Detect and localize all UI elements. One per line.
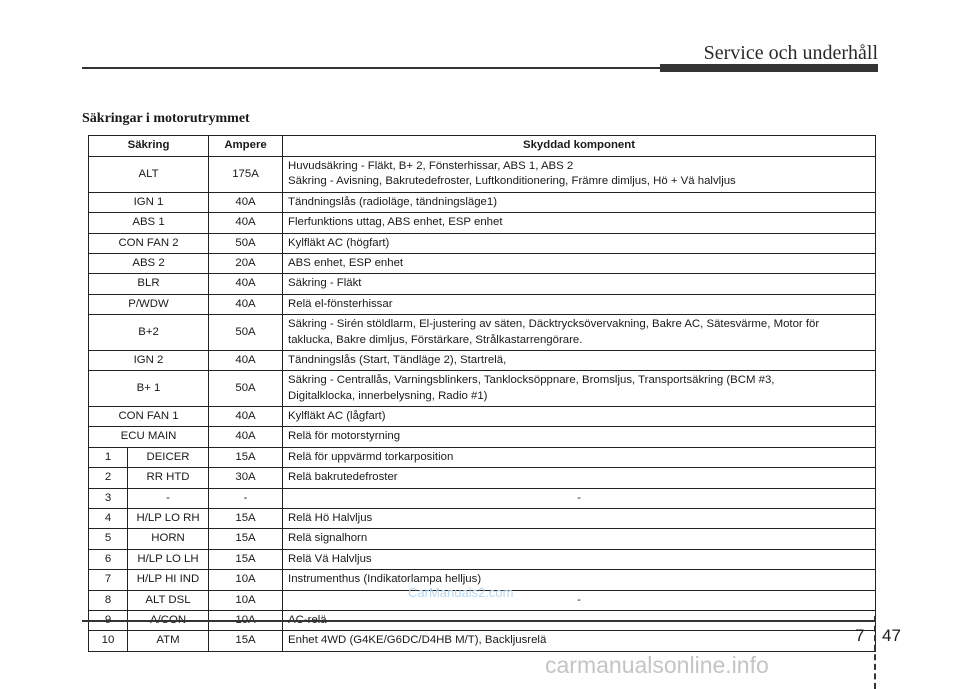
ampere-cell: 175A (209, 157, 283, 193)
ampere-cell: 50A (209, 371, 283, 407)
page-divider (874, 616, 876, 689)
component-cell (283, 350, 876, 370)
header-rule-accent (660, 64, 878, 72)
component-line: Digitalklocka, innerbelysning, Radio #1) (288, 389, 488, 402)
fuse-name-cell: CON FAN 1 (89, 407, 209, 427)
ampere-cell: 40A (209, 294, 283, 314)
component-line: Relä Vä Halvljus (288, 552, 372, 565)
component-line: Relä el-fönsterhissar (288, 297, 393, 310)
fuse-name-cell: CON FAN 2 (89, 233, 209, 253)
header-title: Service och underhåll (703, 42, 878, 64)
ampere-cell: 40A (209, 407, 283, 427)
table-row (89, 631, 876, 651)
table-header-row (89, 136, 876, 157)
ampere-cell: 15A (209, 447, 283, 467)
component-cell (283, 509, 876, 529)
component-line: Tändningslås (Start, Tändläge 2), Startrelä, (288, 353, 507, 366)
header-component: Skyddad komponent (283, 136, 876, 157)
component-cell (283, 488, 876, 508)
header-ampere: Ampere (209, 136, 283, 157)
fuse-name-cell: ABS 2 (89, 253, 209, 273)
header-rule (82, 67, 662, 69)
ampere-cell: 40A (209, 274, 283, 294)
table-row (89, 407, 876, 427)
fuse-name-cell: BLR (89, 274, 209, 294)
fuse-name-cell: B+2 (89, 315, 209, 351)
fuse-table-body (89, 157, 876, 652)
component-line: Kylfläkt AC (lågfart) (288, 410, 386, 423)
component-cell (283, 631, 876, 651)
relay-number-cell: 6 (89, 549, 128, 569)
ampere-cell: 30A (209, 468, 283, 488)
fuse-name-cell: DEICER (128, 447, 209, 467)
table-row (89, 192, 876, 212)
component-cell (283, 233, 876, 253)
fuse-name-cell: ALT (89, 157, 209, 193)
relay-number-cell: 5 (89, 529, 128, 549)
ampere-cell: 15A (209, 529, 283, 549)
ampere-cell: 40A (209, 213, 283, 233)
component-line: ABS enhet, ESP enhet (288, 256, 404, 269)
fuse-name-cell: ALT DSL (128, 590, 209, 610)
component-line: Relä Hö Halvljus (288, 512, 373, 525)
component-line: Säkring - Sirén stöldlarm, El-justering av säten, Däcktrycksövervakning, Bakre AC, Sätesvärme, Motor för (288, 318, 820, 331)
table-row (89, 488, 876, 508)
table-row (89, 157, 876, 193)
fuse-name-cell: ABS 1 (89, 213, 209, 233)
page-chapter: 7 (855, 626, 865, 645)
ampere-cell: - (209, 488, 283, 508)
component-cell (283, 447, 876, 467)
ampere-cell: 10A (209, 570, 283, 590)
relay-number-cell: 2 (89, 468, 128, 488)
fuse-name-cell: P/WDW (89, 294, 209, 314)
component-line: Relä bakrutedefroster (288, 471, 398, 484)
component-line: Säkring - Centrallås, Varningsblinkers, Tanklocksöppnare, Bromsljus, Transportsäkring (BCM #3, (288, 374, 775, 387)
fuse-name-cell: RR HTD (128, 468, 209, 488)
component-line: Instrumenthus (Indikatorlampa helljus) (288, 573, 482, 586)
component-cell (283, 192, 876, 212)
component-line: Tändningslås (radioläge, tändningsläge1) (288, 195, 498, 208)
fuse-name-cell: IGN 1 (89, 192, 209, 212)
component-cell (283, 213, 876, 233)
table-row (89, 427, 876, 447)
component-cell (283, 315, 876, 351)
ampere-cell: 50A (209, 233, 283, 253)
ampere-cell: 10A (209, 590, 283, 610)
table-row (89, 468, 876, 488)
fuse-name-cell: B+ 1 (89, 371, 209, 407)
table-row (89, 274, 876, 294)
component-line: Säkring - Avisning, Bakrutedefroster, Luftkonditionering, Främre dimljus, Hö + Vä halvljus (288, 175, 736, 188)
table-row (89, 371, 876, 407)
table-row (89, 447, 876, 467)
ampere-cell: 15A (209, 549, 283, 569)
ampere-cell: 40A (209, 427, 283, 447)
fuse-name-cell: H/LP LO LH (128, 549, 209, 569)
fuse-name-cell: ATM (128, 631, 209, 651)
relay-number-cell: 3 (89, 488, 128, 508)
component-line: Relä för uppvärmd torkarposition (288, 450, 454, 463)
relay-number-cell: 8 (89, 590, 128, 610)
component-cell (283, 427, 876, 447)
component-line: - (577, 491, 581, 504)
component-line: Flerfunktions uttag, ABS enhet, ESP enhet (288, 216, 503, 229)
component-line: Kylfläkt AC (högfart) (288, 236, 390, 249)
table-row (89, 233, 876, 253)
fuse-table (88, 135, 876, 652)
component-cell (283, 468, 876, 488)
relay-number-cell: 7 (89, 570, 128, 590)
table-row (89, 294, 876, 314)
component-line: Huvudsäkring - Fläkt, B+ 2, Fönsterhissar, ABS 1, ABS 2 (288, 160, 574, 172)
relay-number-cell: 10 (89, 631, 128, 651)
ampere-cell: 40A (209, 192, 283, 212)
component-line: Relä för motorstyrning (288, 430, 401, 443)
relay-number-cell: 1 (89, 447, 128, 467)
site-watermark: carmanualsonline.info (545, 652, 769, 678)
component-line: Relä signalhorn (288, 532, 368, 545)
ampere-cell: 15A (209, 631, 283, 651)
component-line: - (577, 593, 581, 606)
fuse-name-cell: HORN (128, 529, 209, 549)
component-line: Enhet 4WD (G4KE/G6DC/D4HB M/T), Backljusrelä (288, 634, 547, 647)
page-number: 47 (882, 626, 901, 645)
component-line: Säkring - Fläkt (288, 277, 362, 290)
table-row (89, 509, 876, 529)
component-cell (283, 529, 876, 549)
footer-rule (82, 620, 876, 622)
ampere-cell: 40A (209, 350, 283, 370)
ampere-cell: 20A (209, 253, 283, 273)
header-fuse: Säkring (89, 136, 209, 157)
table-row (89, 549, 876, 569)
fuse-name-cell: H/LP HI IND (128, 570, 209, 590)
component-cell (283, 157, 876, 193)
component-cell (283, 294, 876, 314)
component-cell (283, 253, 876, 273)
relay-number-cell: 4 (89, 509, 128, 529)
fuse-name-cell: IGN 2 (89, 350, 209, 370)
section-title: Säkringar i motorutrymmet (82, 111, 250, 126)
ampere-cell: 50A (209, 315, 283, 351)
component-cell (283, 570, 876, 590)
component-cell (283, 407, 876, 427)
table-row (89, 529, 876, 549)
table-row (89, 350, 876, 370)
component-line: taklucka, Bakre dimljus, Förstärkare, Strålkastarrengörare. (288, 333, 583, 346)
fuse-name-cell: H/LP LO RH (128, 509, 209, 529)
component-cell (283, 590, 876, 610)
component-cell (283, 371, 876, 407)
fuse-name-cell: ECU MAIN (89, 427, 209, 447)
component-cell (283, 549, 876, 569)
table-row (89, 315, 876, 351)
ampere-cell: 15A (209, 509, 283, 529)
table-row (89, 213, 876, 233)
watermark: CarManuals2.com (408, 585, 514, 600)
table-row (89, 253, 876, 273)
fuse-name-cell: - (128, 488, 209, 508)
component-cell (283, 274, 876, 294)
